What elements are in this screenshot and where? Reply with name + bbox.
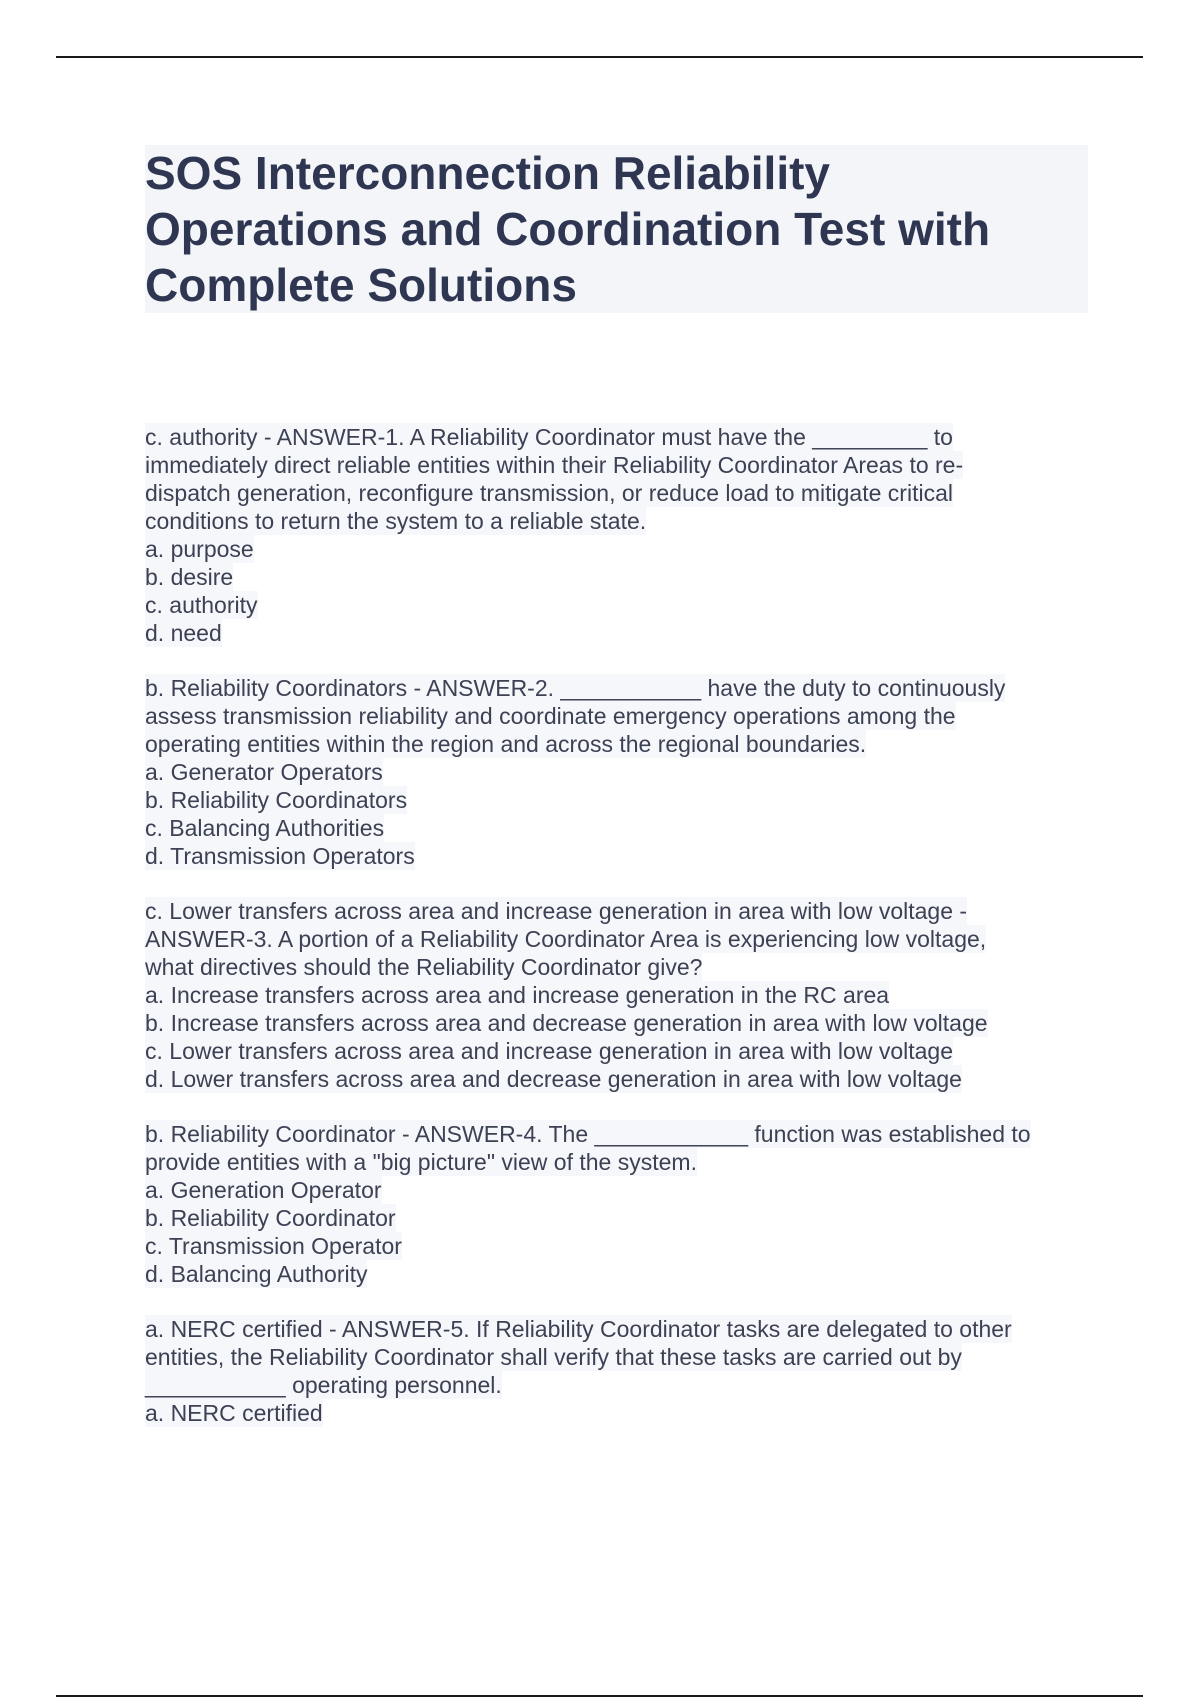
question-4-option-a: a. Generation Operator [145,1177,382,1203]
title-box [145,145,1088,313]
question-3-line-1: c. Lower transfers across area and increase generation in area with low voltage - [145,898,968,924]
question-3-option-d: d. Lower transfers across area and decrease generation in area with low voltage [145,1066,962,1092]
question-2 [145,674,1095,870]
question-4 [145,1120,1095,1288]
question-3-line-2: ANSWER-3. A portion of a Reliability Coordinator Area is experiencing low voltage, [145,926,987,952]
question-1-option-b: b. desire [145,564,234,590]
question-2-option-c: c. Balancing Authorities [145,815,385,841]
question-5-line-2: entities, the Reliability Coordinator shall verify that these tasks are carried out by [145,1344,962,1370]
question-1-option-d: d. need [145,620,222,646]
question-1-option-a: a. purpose [145,536,254,562]
question-3-option-c: c. Lower transfers across area and increase generation in area with low voltage [145,1038,953,1064]
question-2-option-b: b. Reliability Coordinators [145,787,408,813]
question-1 [145,423,1095,647]
question-4-line-1: b. Reliability Coordinator - ANSWER-4. The ____________ function was established to [145,1121,1031,1147]
question-1-option-c: c. authority [145,592,258,618]
question-4-line-2: provide entities with a "big picture" view of the system. [145,1149,697,1175]
question-list [145,423,1095,1454]
question-3-line-3: what directives should the Reliability Coordinator give? [145,954,703,980]
question-1-line-2: immediately direct reliable entities within their Reliability Coordinator Areas to re- [145,452,964,478]
question-5-line-3: ___________ operating personnel. [145,1372,502,1398]
question-3-option-a: a. Increase transfers across area and increase generation in the RC area [145,982,890,1008]
question-2-line-3: operating entities within the region and across the regional boundaries. [145,731,867,757]
bottom-rule [56,1695,1143,1697]
question-5-option-a: a. NERC certified [145,1400,323,1426]
question-4-option-c: c. Transmission Operator [145,1233,402,1259]
question-4-option-b: b. Reliability Coordinator [145,1205,396,1231]
question-1-line-4: conditions to return the system to a reliable state. [145,508,647,534]
question-1-line-3: dispatch generation, reconfigure transmission, or reduce load to mitigate critical [145,480,953,506]
question-5-line-1: a. NERC certified - ANSWER-5. If Reliability Coordinator tasks are delegated to other [145,1316,1012,1342]
question-2-line-1: b. Reliability Coordinators - ANSWER-2. ___________ have the duty to continuously [145,675,1006,701]
question-5 [145,1315,1095,1427]
question-4-option-d: d. Balancing Authority [145,1261,368,1287]
question-2-option-d: d. Transmission Operators [145,843,415,869]
document-title: SOS Interconnection Reliability Operations and Coordination Test with Complete Solutions [145,147,991,311]
question-3 [145,897,1095,1093]
question-3-option-b: b. Increase transfers across area and decrease generation in area with low voltage [145,1010,988,1036]
top-rule [56,56,1143,58]
question-2-option-a: a. Generator Operators [145,759,383,785]
question-2-line-2: assess transmission reliability and coordinate emergency operations among the [145,703,956,729]
question-1-line-1: c. authority - ANSWER-1. A Reliability Coordinator must have the _________ to [145,424,953,450]
